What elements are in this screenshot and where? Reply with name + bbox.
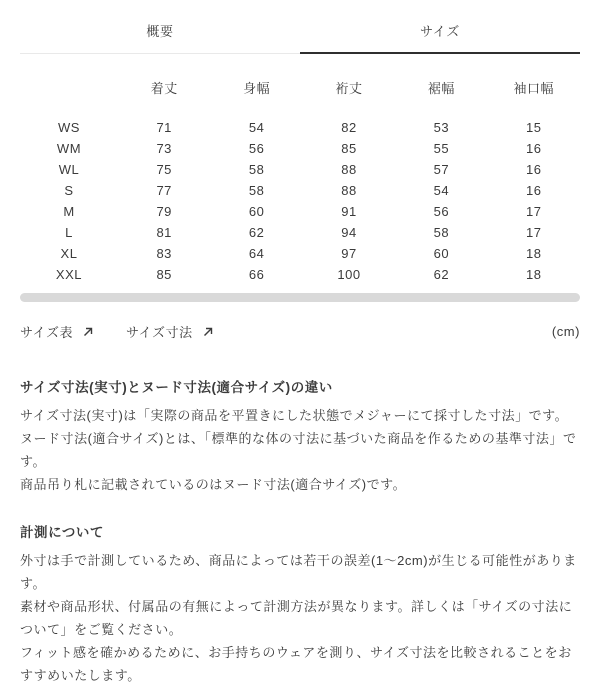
size-value-cell: 97 — [341, 246, 357, 261]
size-row-label: S — [64, 183, 74, 198]
size-value-cell: 64 — [248, 246, 265, 261]
horizontal-scrollbar[interactable] — [20, 293, 580, 302]
text-section — [20, 376, 580, 496]
size-value-cell: 54 — [248, 120, 265, 135]
size-row-label: M — [63, 204, 75, 219]
size-value-cell: 54 — [433, 183, 450, 198]
table-row — [20, 159, 580, 180]
size-chart-link[interactable] — [20, 322, 94, 341]
size-value-cell: 94 — [341, 225, 357, 240]
paragraph: フィット感を確かめるために、お手持ちのウェアを測り、サイズ寸法を比較されることをおすすめいたします。 — [20, 645, 572, 683]
table-row — [20, 243, 580, 264]
links-row — [20, 322, 580, 341]
size-table-header-row — [20, 78, 580, 117]
table-row — [20, 180, 580, 201]
tab-size[interactable]: サイズ — [300, 0, 580, 54]
size-value-cell: 91 — [341, 204, 357, 219]
size-value-cell: 15 — [526, 120, 542, 135]
column-header: 着丈 — [150, 81, 178, 96]
size-value-cell: 77 — [156, 183, 172, 198]
size-table — [20, 78, 580, 285]
unit-label: (cm) — [551, 324, 580, 339]
size-value-cell: 56 — [248, 141, 265, 156]
text-section — [20, 521, 580, 687]
size-value-cell: 62 — [433, 267, 450, 282]
empty-header-cell — [20, 78, 118, 117]
column-header: 裄丈 — [335, 81, 363, 96]
tab-overview[interactable]: 概要 — [20, 0, 300, 54]
table-row — [20, 117, 580, 138]
size-table-body — [20, 117, 580, 285]
size-value-cell: 60 — [248, 204, 265, 219]
size-row-label: WL — [58, 162, 80, 177]
paragraph: サイズ寸法(実寸)は「実際の商品を平置きにした状態でメジャーにて採寸した寸法」です。 — [20, 408, 569, 423]
size-row-label: L — [65, 225, 73, 240]
size-value-cell: 60 — [433, 246, 450, 261]
size-value-cell: 53 — [433, 120, 450, 135]
table-row — [20, 138, 580, 159]
size-measurement-link[interactable] — [126, 322, 214, 341]
size-value-cell: 56 — [433, 204, 450, 219]
size-value-cell: 85 — [341, 141, 357, 156]
column-header: 袖口幅 — [513, 81, 555, 96]
size-value-cell: 17 — [526, 225, 542, 240]
table-row — [20, 222, 580, 243]
size-value-cell: 55 — [433, 141, 450, 156]
size-value-cell: 71 — [156, 120, 172, 135]
arrow-up-right-icon — [202, 326, 214, 338]
column-header: 身幅 — [243, 81, 271, 96]
arrow-up-right-icon — [82, 326, 94, 338]
section-paragraphs — [20, 549, 580, 687]
size-row-label: XL — [60, 246, 78, 261]
size-value-cell: 73 — [156, 141, 172, 156]
size-value-cell: 58 — [248, 183, 265, 198]
section-paragraphs — [20, 404, 580, 496]
tab-bar — [20, 0, 580, 54]
size-value-cell: 16 — [526, 141, 542, 156]
size-row-label: WS — [58, 120, 80, 135]
paragraph: 商品吊り札に記載されているのはヌード寸法(適合サイズ)です。 — [20, 477, 407, 492]
size-value-cell: 58 — [433, 225, 450, 240]
size-row-label: WM — [56, 141, 82, 156]
size-value-cell: 66 — [248, 267, 265, 282]
size-value-cell: 82 — [341, 120, 357, 135]
size-value-cell: 79 — [156, 204, 172, 219]
size-value-cell: 16 — [526, 183, 542, 198]
size-value-cell: 57 — [433, 162, 450, 177]
size-value-cell: 62 — [248, 225, 265, 240]
size-table-container — [20, 78, 580, 302]
size-chart-link-label: サイズ表 — [20, 325, 74, 340]
table-row — [20, 201, 580, 222]
size-value-cell: 85 — [156, 267, 172, 282]
section-heading: 計測について — [20, 525, 104, 540]
size-value-cell: 88 — [341, 183, 357, 198]
size-value-cell: 58 — [248, 162, 265, 177]
column-header: 裾幅 — [427, 81, 455, 96]
size-value-cell: 17 — [526, 204, 542, 219]
size-value-cell: 75 — [156, 162, 172, 177]
size-value-cell: 81 — [156, 225, 172, 240]
paragraph: 素材や商品形状、付属品の有無によって計測方法が異なります。詳しくは「サイズの寸法について」をご覧ください。 — [20, 599, 573, 637]
size-value-cell: 88 — [341, 162, 357, 177]
size-measurement-link-label: サイズ寸法 — [126, 325, 193, 340]
table-row — [20, 264, 580, 285]
size-value-cell: 100 — [337, 267, 361, 282]
size-value-cell: 18 — [526, 267, 542, 282]
paragraph: ヌード寸法(適合サイズ)とは、「標準的な体の寸法に基づいた商品を作るための基準寸法」です。 — [20, 431, 577, 469]
size-value-cell: 18 — [526, 246, 542, 261]
size-value-cell: 83 — [156, 246, 172, 261]
section-heading: サイズ寸法(実寸)とヌード寸法(適合サイズ)の違い — [20, 380, 333, 395]
paragraph: 外寸は手で計測しているため、商品によっては若干の誤差(1〜2cm)が生じる可能性があります。 — [20, 553, 577, 591]
size-row-label: XXL — [55, 267, 83, 282]
size-value-cell: 16 — [526, 162, 542, 177]
